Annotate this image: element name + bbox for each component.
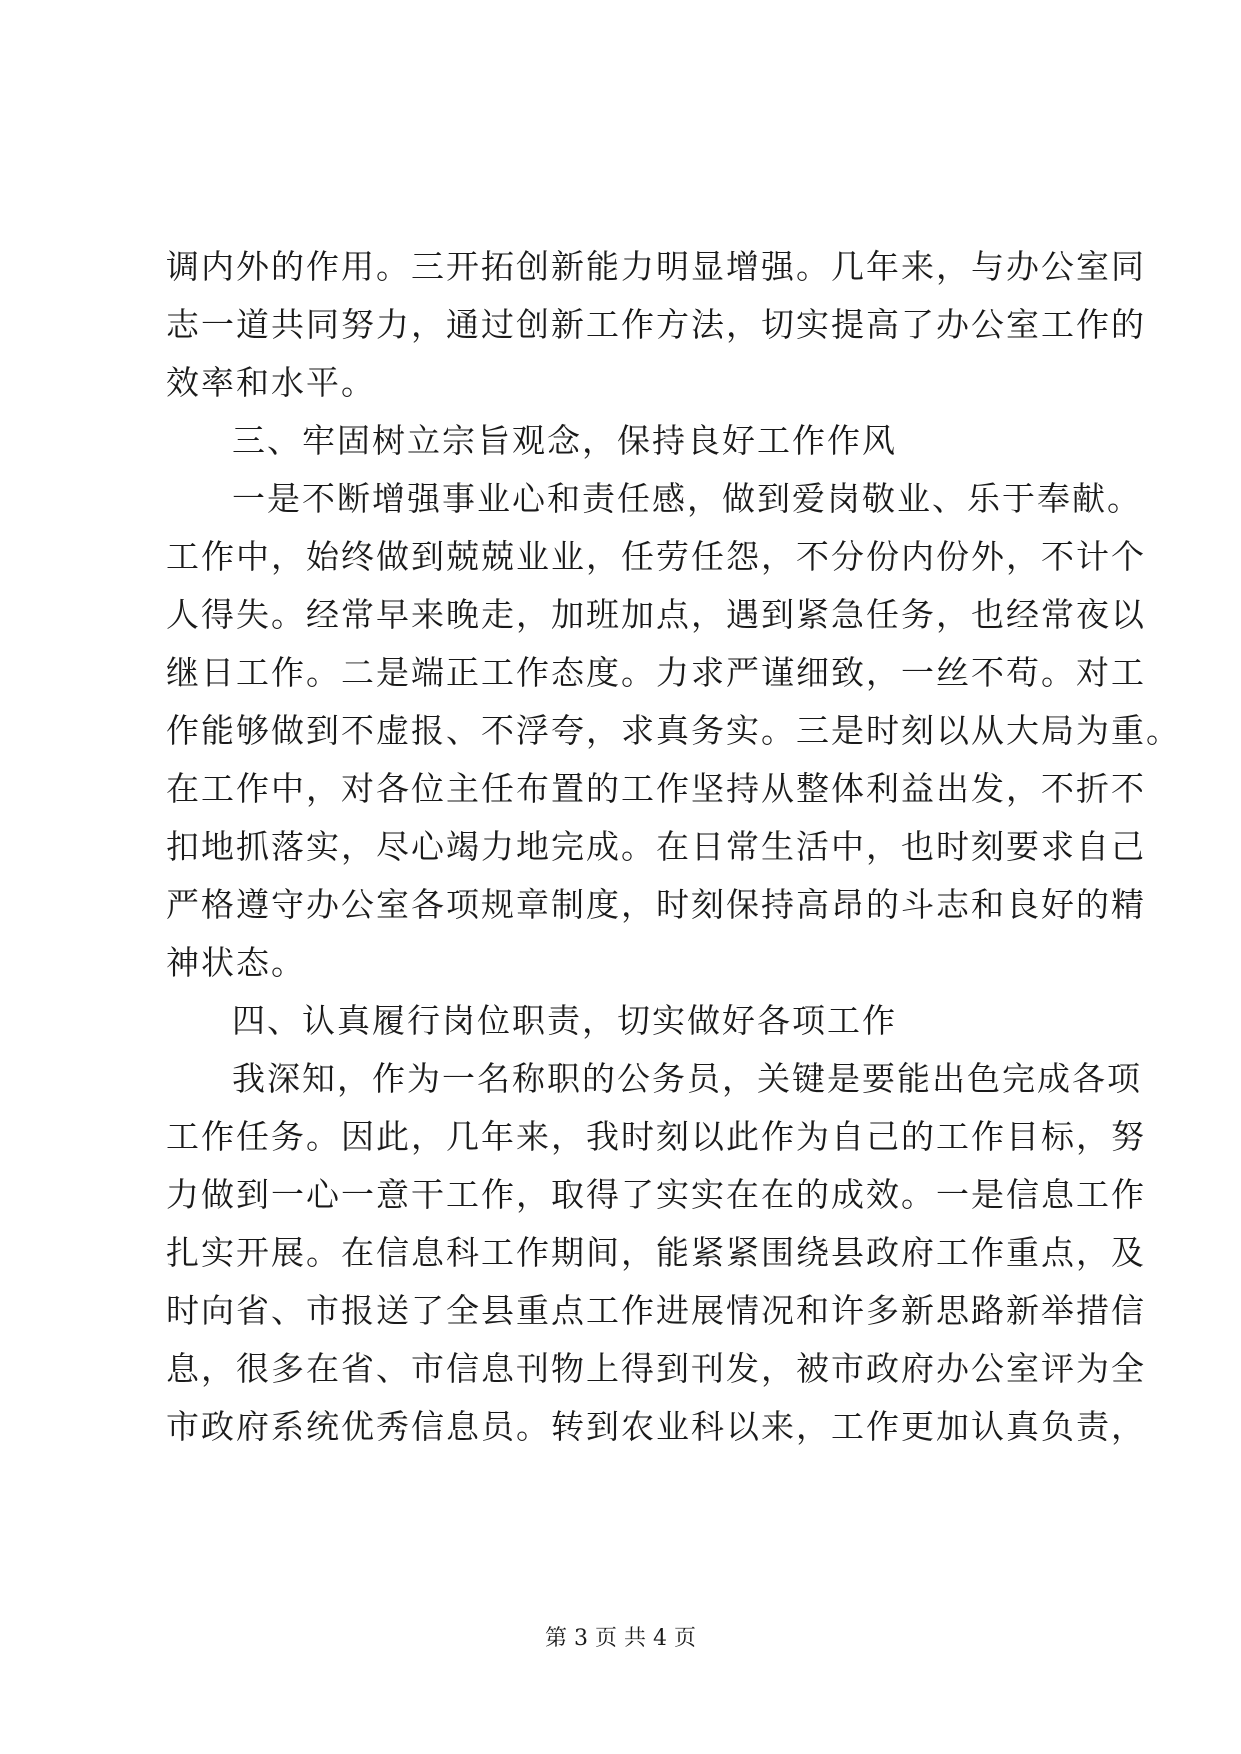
text-line: 人得失。经常早来晚走，加班加点，遇到紧急任务，也经常夜以 (166, 595, 1146, 634)
text-line: 工作中，始终做到兢兢业业，任劳任怨，不分份内份外，不计个 (166, 537, 1146, 576)
text-line: 在工作中，对各位主任布置的工作坚持从整体利益出发，不折不 (166, 769, 1146, 808)
text-line: 严格遵守办公室各项规章制度，时刻保持高昂的斗志和良好的精 (166, 885, 1146, 924)
page-number-footer: 第 3 页 共 4 页 (545, 1626, 696, 1651)
section-heading: 四、认真履行岗位职责，切实做好各项工作 (232, 1001, 897, 1040)
paragraph-first-line: 一是不断增强事业心和责任感，做到爱岗敬业、乐于奉献。 (232, 479, 1142, 518)
text-line: 工作任务。因此，几年来，我时刻以此作为自己的工作目标，努 (166, 1117, 1146, 1156)
text-line: 调内外的作用。三开拓创新能力明显增强。几年来，与办公室同 (166, 247, 1146, 286)
text-line: 效率和水平。 (166, 363, 376, 402)
body-text (166, 238, 1181, 1456)
text-line: 力做到一心一意干工作，取得了实实在在的成效。一是信息工作 (166, 1175, 1146, 1214)
text-line: 扣地抓落实，尽心竭力地完成。在日常生活中，也时刻要求自己 (166, 827, 1146, 866)
text-line: 市政府系统优秀信息员。转到农业科以来，工作更加认真负责， (166, 1407, 1146, 1446)
paragraph-first-line: 我深知，作为一名称职的公务员，关键是要能出色完成各项 (232, 1059, 1142, 1098)
text-line: 神状态。 (166, 943, 306, 982)
text-line: 时向省、市报送了全县重点工作进展情况和许多新思路新举措信 (166, 1291, 1146, 1330)
text-line: 继日工作。二是端正工作态度。力求严谨细致，一丝不苟。对工 (166, 653, 1146, 692)
text-line: 息，很多在省、市信息刊物上得到刊发，被市政府办公室评为全 (166, 1349, 1146, 1388)
section-heading: 三、牢固树立宗旨观念，保持良好工作作风 (232, 421, 897, 460)
text-line: 志一道共同努力，通过创新工作方法，切实提高了办公室工作的 (166, 305, 1146, 344)
text-line: 作能够做到不虚报、不浮夸，求真务实。三是时刻以从大局为重。 (166, 711, 1181, 750)
text-line: 扎实开展。在信息科工作期间，能紧紧围绕县政府工作重点，及 (166, 1233, 1146, 1272)
